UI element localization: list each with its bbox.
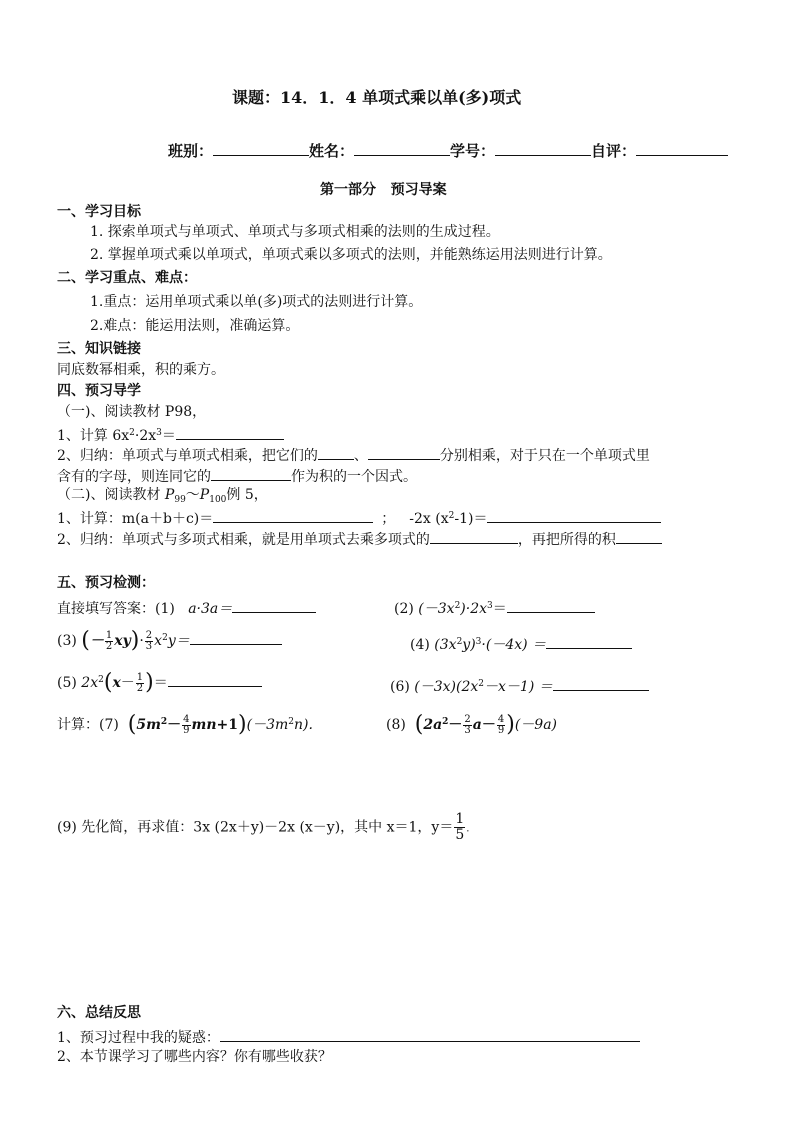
- section-4-sub2: （二)、阅读教材 $P_{99}\sim P_{100}$例 5，: [57, 487, 268, 505]
- doubts-blank[interactable]: [220, 1027, 640, 1042]
- p5-blank[interactable]: [168, 672, 262, 687]
- problem-4: (4) $(3x^2y)^3\cdot(-4x)$ ＝: [410, 634, 632, 654]
- class-blank[interactable]: [213, 141, 309, 156]
- problem-5: (5) $2x^2(x-$ $\frac{1}{2}$ )＝: [57, 672, 262, 694]
- p1-blank[interactable]: [232, 598, 316, 613]
- section-4-q2-line2: 含有的字母，则连同它的 作为积的一个因式。: [57, 466, 417, 486]
- name-label: 姓名：: [309, 142, 355, 160]
- problem-8: (8) ($2a^2-$ $\frac{2}{3}$ a－ $\frac{4}{9}$ )(－9a): [386, 712, 558, 737]
- section-1-item-1: 1. 探索单项式与单项式、单项式与多项式相乘的法则的生成过程。: [90, 224, 500, 240]
- number-blank[interactable]: [495, 141, 591, 156]
- section-4-q1: 1、计算 $6x^2\cdot 2x^3=$: [57, 425, 284, 445]
- name-blank[interactable]: [354, 141, 450, 156]
- problem-3: (3) (－ $\frac{1}{2}$ xy)· $\frac{2}{3}$ $x^2y=$: [57, 630, 282, 652]
- problem-1: 直接填写答案：(1) a·3a＝: [57, 598, 316, 618]
- q4-blank-2[interactable]: [616, 529, 662, 544]
- section-4-q4: 2、归纳：单项式与多项式相乘，就是用单项式去乘多项式的 ，再把所得的积: [57, 529, 662, 549]
- section-5-heading: 五、预习检测：: [57, 575, 155, 591]
- part1-title: 第一部分 预习导案: [320, 182, 447, 198]
- section-4-q2-line1: 2、归纳：单项式与单项式相乘，把它们的 、 分别相乘，对于只在一个单项式里: [57, 445, 650, 465]
- section-3-text: 同底数幂相乘，积的乘方。: [57, 362, 225, 378]
- q2-blank-3[interactable]: [211, 466, 291, 481]
- problem-7: 计算：(7) ($5m^2-$ $\frac{4}{9}$ $mn+1)(-3m^2n)$.: [57, 712, 313, 737]
- problem-9: (9) 先化简，再求值：3x (2x＋y)－2x (x－y)，其中 x＝1，y＝ $\frac{1}{5}$ .: [57, 811, 470, 843]
- section-2-item-2: 2.难点：能运用法则，准确运算。: [90, 318, 300, 334]
- eval-blank[interactable]: [636, 141, 728, 156]
- q3-blank-1[interactable]: [213, 508, 373, 523]
- section-2-heading: 二、学习重点、难点：: [57, 270, 197, 286]
- section-3-heading: 三、知识链接: [57, 341, 141, 357]
- q2-blank-1[interactable]: [318, 445, 354, 460]
- section-6-item-2: 2、本节课学习了哪些内容？你有哪些收获？: [57, 1049, 332, 1065]
- eval-label: 自评：: [591, 142, 637, 160]
- section-6-item-1: 1、预习过程中我的疑惑：: [57, 1027, 640, 1047]
- section-1-heading: 一、学习目标: [57, 204, 141, 220]
- section-4-q3: 1、计算：m(a＋b＋c)＝ ； -2x $(x^2-1)=$: [57, 508, 661, 528]
- section-2-item-1: 1.重点：运用单项式乘以单(多)项式的法则进行计算。: [90, 294, 423, 310]
- p2-blank[interactable]: [507, 598, 595, 613]
- section-4-sub1: （一)、阅读教材 P98，: [57, 404, 207, 420]
- section-6-heading: 六、总结反思: [57, 1005, 141, 1021]
- number-label: 学号：: [450, 142, 496, 160]
- problem-6: (6) $(-3x)(2x^2-x-1)$ ＝: [390, 676, 649, 696]
- p4-blank[interactable]: [546, 634, 632, 649]
- q4-blank-1[interactable]: [430, 529, 518, 544]
- page-title: 课题：14．1．4 单项式乘以单(多)项式: [232, 88, 522, 107]
- q2-blank-2[interactable]: [368, 445, 440, 460]
- class-label: 班别：: [168, 142, 214, 160]
- student-info-row: [168, 141, 728, 160]
- q3-blank-2[interactable]: [487, 508, 661, 523]
- q1-answer-blank[interactable]: [176, 425, 284, 440]
- section-1-item-2: 2. 掌握单项式乘以单项式，单项式乘以多项式的法则，并能熟练运用法则进行计算。: [90, 247, 612, 263]
- section-4-heading: 四、预习导学: [57, 383, 141, 399]
- problem-2: (2) $(-3x^2)\cdot 2x^3=$: [394, 598, 595, 618]
- p6-blank[interactable]: [553, 676, 649, 691]
- p3-blank[interactable]: [190, 630, 282, 645]
